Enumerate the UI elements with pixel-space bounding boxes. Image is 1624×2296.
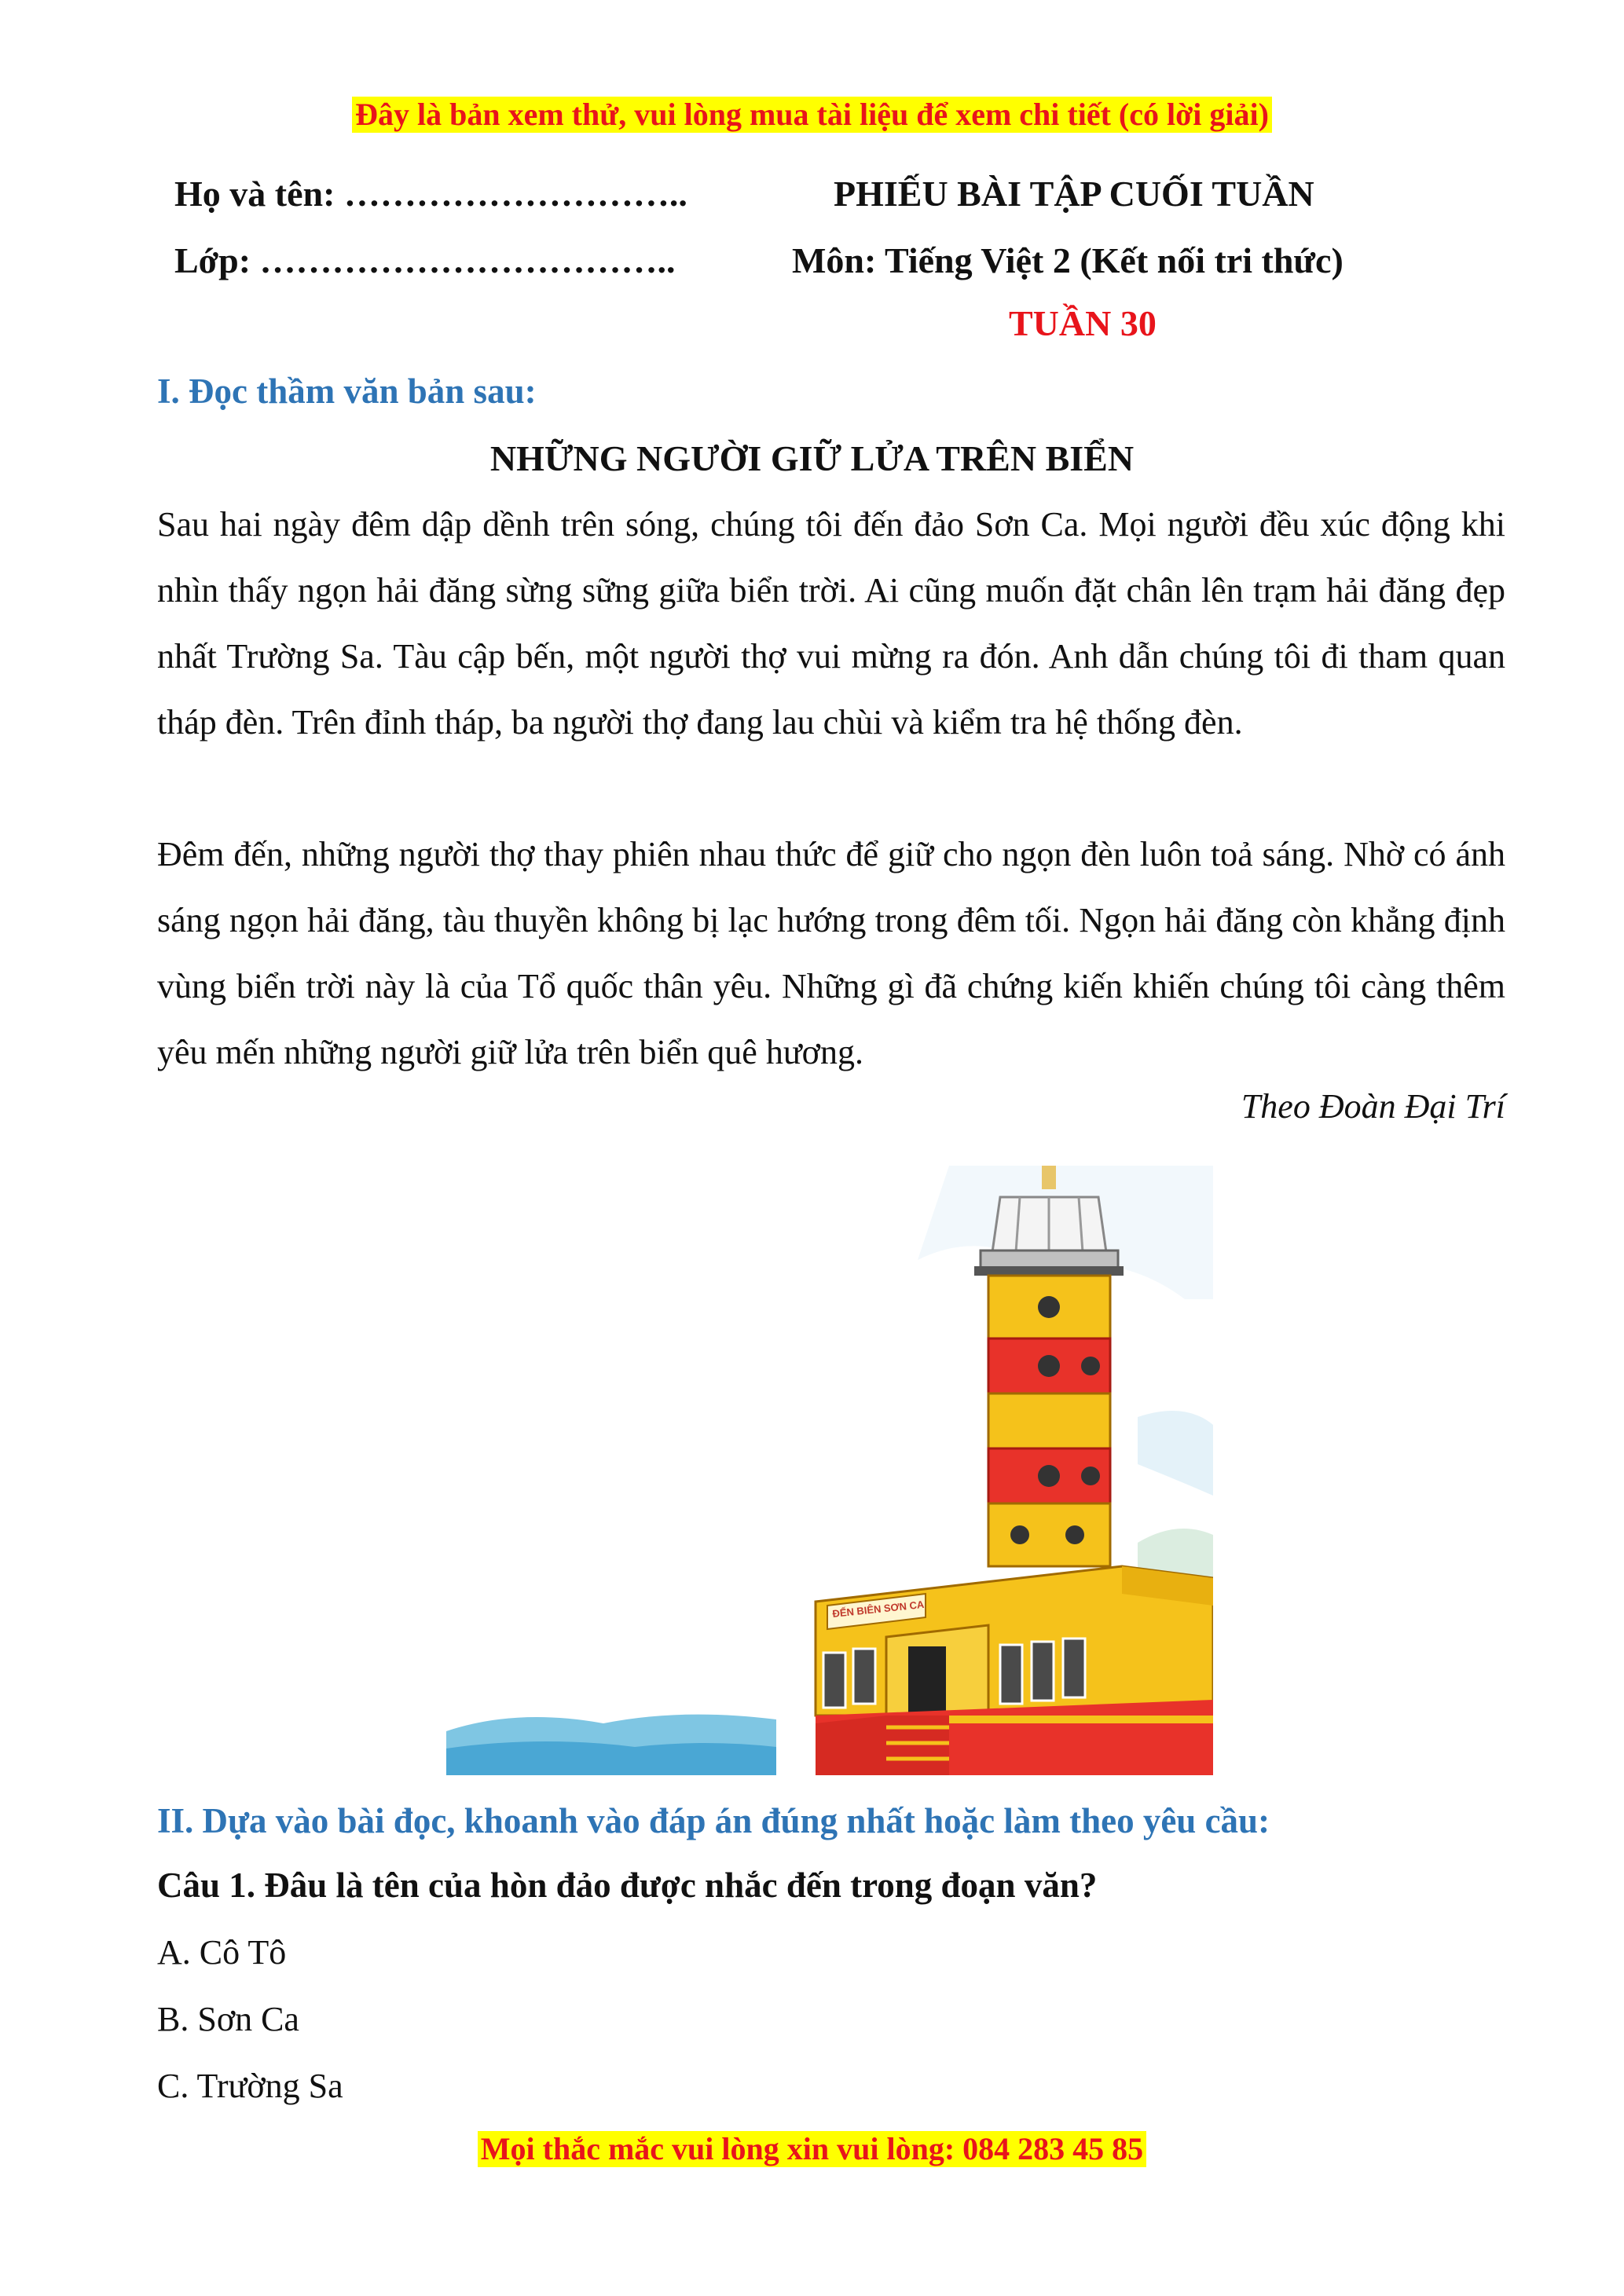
section-1-heading: I. Đọc thầm văn bản sau:: [157, 372, 537, 411]
reading-paragraph-1: Sau hai ngày đêm dập dềnh trên sóng, chúng tôi đến đảo Sơn Ca. Mọi người đều xúc động khi nhìn thấy ngọn hải đăng sừng sững giữa biển trời. Ai cũng muốn đặt chân lên trạm hải đăng đẹp nhất Trường Sa. Tàu cập bến, một người thợ vui mừng ra đón. Anh dẫn chúng tôi đi tham quan tháp đèn. Trên đỉnh tháp, ba người thợ đang lau chùi và kiểm tra hệ thống đèn.: [157, 505, 1505, 742]
author-credit: Theo Đoàn Đại Trí: [1241, 1087, 1505, 1126]
week-number: TUẦN 30: [1009, 303, 1157, 343]
svg-text:ĐẾN BIÊN SƠN CA: ĐẾN BIÊN SƠN CA: [831, 1598, 925, 1620]
preview-notice-banner: [0, 96, 1624, 133]
reading-title: NHỮNG NGƯỜI GIỮ LỬA TRÊN BIỂN: [489, 438, 1135, 478]
subject-line: Môn: Tiếng Việt 2 (Kết nối tri thức): [792, 240, 1344, 280]
preview-notice-text: Đây là bản xem thử, vui lòng mua tài liệu để xem chi tiết (có lời giải): [352, 97, 1272, 133]
question-1-option-c: C. Trường Sa: [157, 2067, 343, 2105]
student-class-field: Lớp: ……………………………..: [174, 240, 676, 280]
contact-banner: [0, 2130, 1624, 2167]
reading-paragraph-2: Đêm đến, những người thợ thay phiên nhau thức để giữ cho ngọn đèn luôn toả sáng. Nhờ có ánh sáng ngọn hải đăng, tàu thuyền không bị lạc hướng trong đêm tối. Ngọn hải đăng còn khẳng định vùng biển trời này là của Tổ quốc thân yêu. Những gì đã chứng kiến khiến chúng tôi càng thêm yêu mến những người giữ lửa trên biển quê hương.: [157, 835, 1505, 1071]
question-1-option-b: B. Sơn Ca: [157, 2000, 299, 2038]
contact-text: Mọi thắc mắc vui lòng xin vui lòng: 084 283 45 85: [478, 2131, 1146, 2167]
worksheet-title: PHIẾU BÀI TẬP CUỐI TUẦN: [834, 174, 1314, 214]
section-2-heading: II. Dựa vào bài đọc, khoanh vào đáp án đúng nhất hoặc làm theo yêu cầu:: [157, 1801, 1270, 1840]
lighthouse-illustration: [446, 1166, 1213, 1775]
question-1: Câu 1. Đâu là tên của hòn đảo được nhắc đến trong đoạn văn?: [157, 1866, 1098, 1905]
question-1-option-a: A. Cô Tô: [157, 1933, 287, 1972]
student-name-field: Họ và tên: ………………………..: [174, 174, 687, 214]
